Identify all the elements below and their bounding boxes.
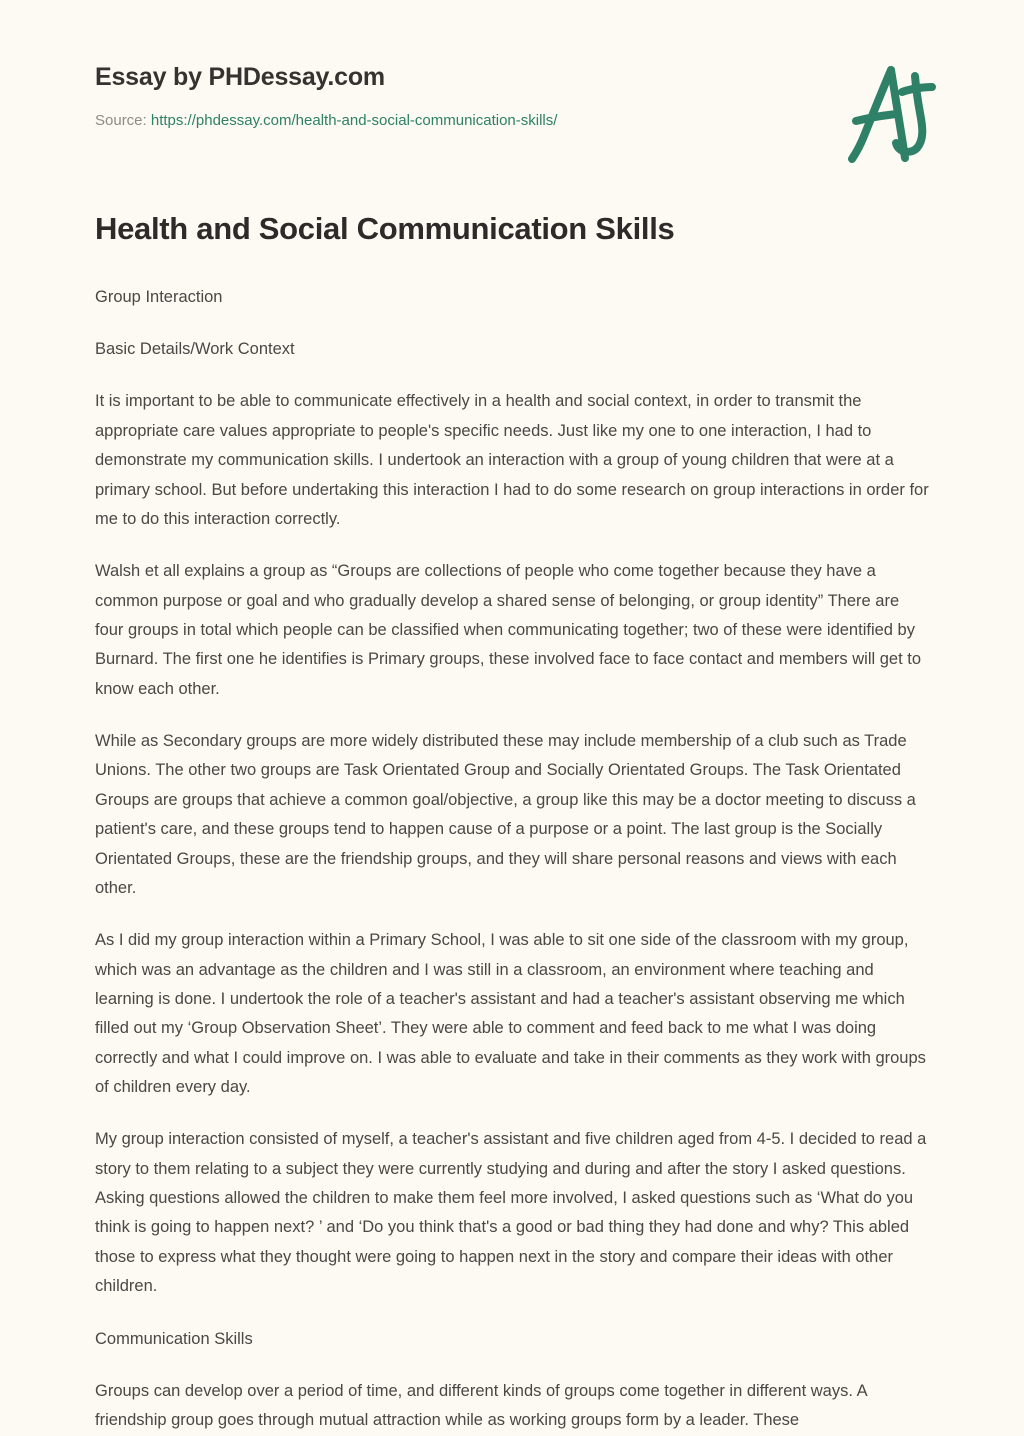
article-paragraph: While as Secondary groups are more widely distributed these may include membership of a club such as Trade Unions. The other two groups are Task Orientated Group and Socially Orientated Groups. The Task Orientated Groups are groups that achieve a common goal/objective, a group like this may be a doctor meeting to discuss a patient's care, and these groups tend to happen cause of a purpose or a point. The last group is the Socially Orientated Groups, these are the friendship groups, and they will share personal reasons and views with each other.	[95, 732, 916, 897]
brand-title: Essay by PHDessay.com	[95, 63, 385, 91]
article-paragraph: Communication Skills	[95, 1329, 253, 1348]
source-line	[95, 111, 960, 131]
article-paragraph: As I did my group interaction within a Primary School, I was able to sit one side of the classroom with my group, which was an advantage as the children and I was still in a classroom, an environment where teaching and learning is done. I undertook the role of a teacher's assistant and had a teacher's assistant observing me which filled out my ‘Group Observation Sheet’. They were able to comment and feed back to me what I was doing correctly and what I could improve on. I was able to evaluate and take in their comments as they work with groups of children every day.	[95, 931, 926, 1097]
article-paragraph: Groups can develop over a period of time, and different kinds of groups come together in different ways. A friendship group goes through mutual attraction while as working groups form by a leader. These	[95, 1381, 867, 1430]
site-header	[0, 0, 1024, 150]
article-body	[95, 283, 929, 1436]
source-url-link[interactable]: https://phdessay.com/health-and-social-communication-skills/	[150, 112, 558, 129]
article-paragraph: My group interaction consisted of myself, a teacher's assistant and five children aged from 4-5. I decided to read a story to them relating to a subject they were currently studying and during and after the story I asked questions. Asking questions allowed the children to make them feel more involved, I asked questions such as ‘What do you think is going to happen next? ’ and ‘Do you think that's a good or bad thing they had done and why? This abled those to express what they thought were going to happen next in the story and compare their ideas with other children.	[95, 1130, 927, 1296]
article-paragraph: It is important to be able to communicate effectively in a health and social context, in order to transmit the appropriate care values appropriate to people's specific needs. Just like my one to one interaction, I had to demonstrate my communication skills. I undertook an interaction with a group of young children that were at a primary school. But before undertaking this interaction I had to do some research on group interactions in order for me to do this interaction correctly.	[95, 392, 929, 528]
article-paragraph: Basic Details/Work Context	[95, 340, 295, 359]
article-paragraph: Walsh et all explains a group as “Groups are collections of people who come together because they have a common purpose or goal and who gradually develop a shared sense of belonging, or group identity” There are four groups in total which people can be classified when communicating together; two of these were identified by Burnard. The first one he identifies is Primary groups, these involved face to face contact and members will get to know each other.	[95, 562, 922, 698]
page-title: Health and Social Communication Skills	[95, 211, 675, 246]
article	[0, 210, 1024, 1436]
a-plus-logo-icon	[834, 58, 946, 170]
source-label: Source:	[95, 112, 147, 129]
article-paragraph: Group Interaction	[95, 287, 223, 306]
